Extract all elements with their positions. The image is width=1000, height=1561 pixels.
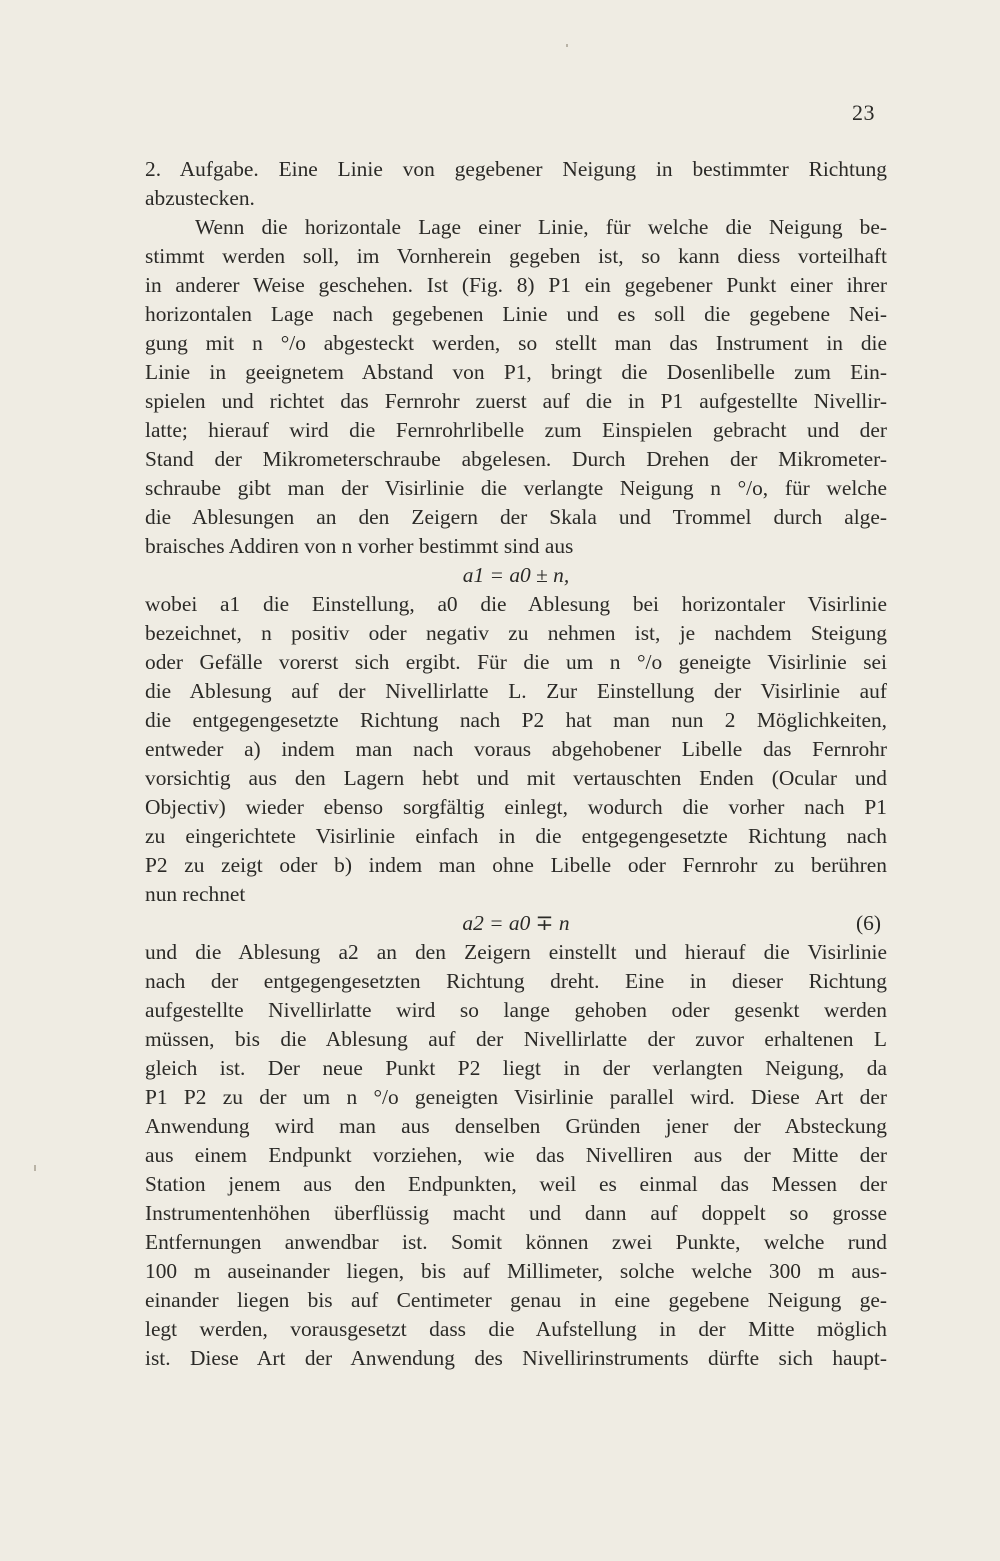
text-line: latte; hierauf wird die Fernrohrlibelle zum Einspielen gebracht und der — [145, 418, 887, 442]
text-line: einander liegen bis auf Centimeter genau in eine gegebene Neigung ge- — [145, 1288, 887, 1312]
text-line: die Ablesung auf der Nivellirlatte L. Zur Einstellung der Visirlinie auf — [145, 679, 887, 703]
text-line: gung mit n °/o abgesteckt werden, so stellt man das Instrument in die — [145, 331, 887, 355]
equation-6 — [145, 909, 887, 938]
text-line: spielen und richtet das Fernrohr zuerst auf die in P1 aufgestellte Nivellir- — [145, 389, 887, 413]
paper-speck — [566, 44, 568, 47]
text-line: 2. Aufgabe. Eine Linie von gegebener Neigung in bestimmter Richtung — [145, 157, 887, 181]
text-line: ist. Diese Art der Anwendung des Nivellirinstruments dürfte sich haupt- — [145, 1346, 887, 1370]
text-line: schraube gibt man der Visirlinie die verlangte Neigung n °/o, für welche — [145, 476, 887, 500]
text-line: abzustecken. — [145, 186, 255, 210]
text-line: aus einem Endpunkt vorziehen, wie das Nivelliren aus der Mitte der — [145, 1143, 887, 1167]
text-line: Entfernungen anwendbar ist. Somit können zwei Punkte, welche rund — [145, 1230, 887, 1254]
body-text — [145, 155, 887, 1373]
text-line: gleich ist. Der neue Punkt P2 liegt in der verlangten Neigung, da — [145, 1056, 887, 1080]
text-line: Linie in geeignetem Abstand von P1, bringt die Dosenlibelle zum Ein- — [145, 360, 887, 384]
text-line: bezeichnet, n positiv oder negativ zu nehmen ist, je nachdem Steigung — [145, 621, 887, 645]
text-line: Anwendung wird man aus denselben Gründen jener der Absteckung — [145, 1114, 887, 1138]
text-line: in anderer Weise geschehen. Ist (Fig. 8) P1 ein gegebener Punkt einer ihrer — [145, 273, 887, 297]
text-line: braisches Addiren von n vorher bestimmt sind aus — [145, 534, 574, 558]
equation: a1 = a0 ± n, — [462, 563, 570, 587]
text-line: nun rechnet — [145, 882, 246, 906]
text-line: aufgestellte Nivellirlatte wird so lange gehoben oder gesenkt werden — [145, 998, 887, 1022]
text-line: Wenn die horizontale Lage einer Linie, für welche die Neigung be- — [195, 215, 887, 239]
text-line: Station jenem aus den Endpunkten, weil es einmal das Messen der — [145, 1172, 887, 1196]
text-line: stimmt werden soll, im Vornherein gegeben ist, so kann diess vorteilhaft — [145, 244, 887, 268]
text-line: vorsichtig aus den Lagern hebt und mit vertauschten Enden (Ocular und — [145, 766, 887, 790]
text-line: und die Ablesung a2 an den Zeigern einstellt und hierauf die Visirlinie — [145, 940, 887, 964]
text-line: Stand der Mikrometerschraube abgelesen. Durch Drehen der Mikrometer- — [145, 447, 887, 471]
text-line: nach der entgegengesetzten Richtung dreht. Eine in dieser Richtung — [145, 969, 887, 993]
text-line: P1 P2 zu der um n °/o geneigten Visirlinie parallel wird. Diese Art der — [145, 1085, 887, 1109]
text-line: zu eingerichtete Visirlinie einfach in die entgegengesetzte Richtung nach — [145, 824, 887, 848]
text-line: Instrumentenhöhen überflüssig macht und dann auf doppelt so grosse — [145, 1201, 887, 1225]
text-line: Objectiv) wieder ebenso sorgfältig einlegt, wodurch die vorher nach P1 — [145, 795, 887, 819]
text-line: wobei a1 die Einstellung, a0 die Ablesung bei horizontaler Visirlinie — [145, 592, 887, 616]
equation-number: (6) — [856, 911, 881, 935]
text-line: die entgegengesetzte Richtung nach P2 hat man nun 2 Möglichkeiten, — [145, 708, 887, 732]
paper-speck — [34, 1165, 36, 1171]
text-line: horizontalen Lage nach gegebenen Linie und es soll die gegebene Nei- — [145, 302, 887, 326]
text-line: entweder a) indem man nach voraus abgehobener Libelle das Fernrohr — [145, 737, 887, 761]
text-line: müssen, bis die Ablesung auf der Nivellirlatte der zuvor erhaltenen L — [145, 1027, 887, 1051]
text-line: die Ablesungen an den Zeigern der Skala und Trommel durch alge- — [145, 505, 887, 529]
text-line: 100 m auseinander liegen, bis auf Millimeter, solche welche 300 m aus- — [145, 1259, 887, 1283]
text-line: oder Gefälle vorerst sich ergibt. Für die um n °/o geneigte Visirlinie sei — [145, 650, 887, 674]
page-number: 23 — [852, 100, 875, 125]
equation-text: a2 = a0 ∓ n — [462, 911, 570, 935]
text-line: P2 zu zeigt oder b) indem man ohne Libelle oder Fernrohr zu berühren — [145, 853, 887, 877]
text-line: legt werden, vorausgesetzt dass die Aufstellung in der Mitte möglich — [145, 1317, 887, 1341]
